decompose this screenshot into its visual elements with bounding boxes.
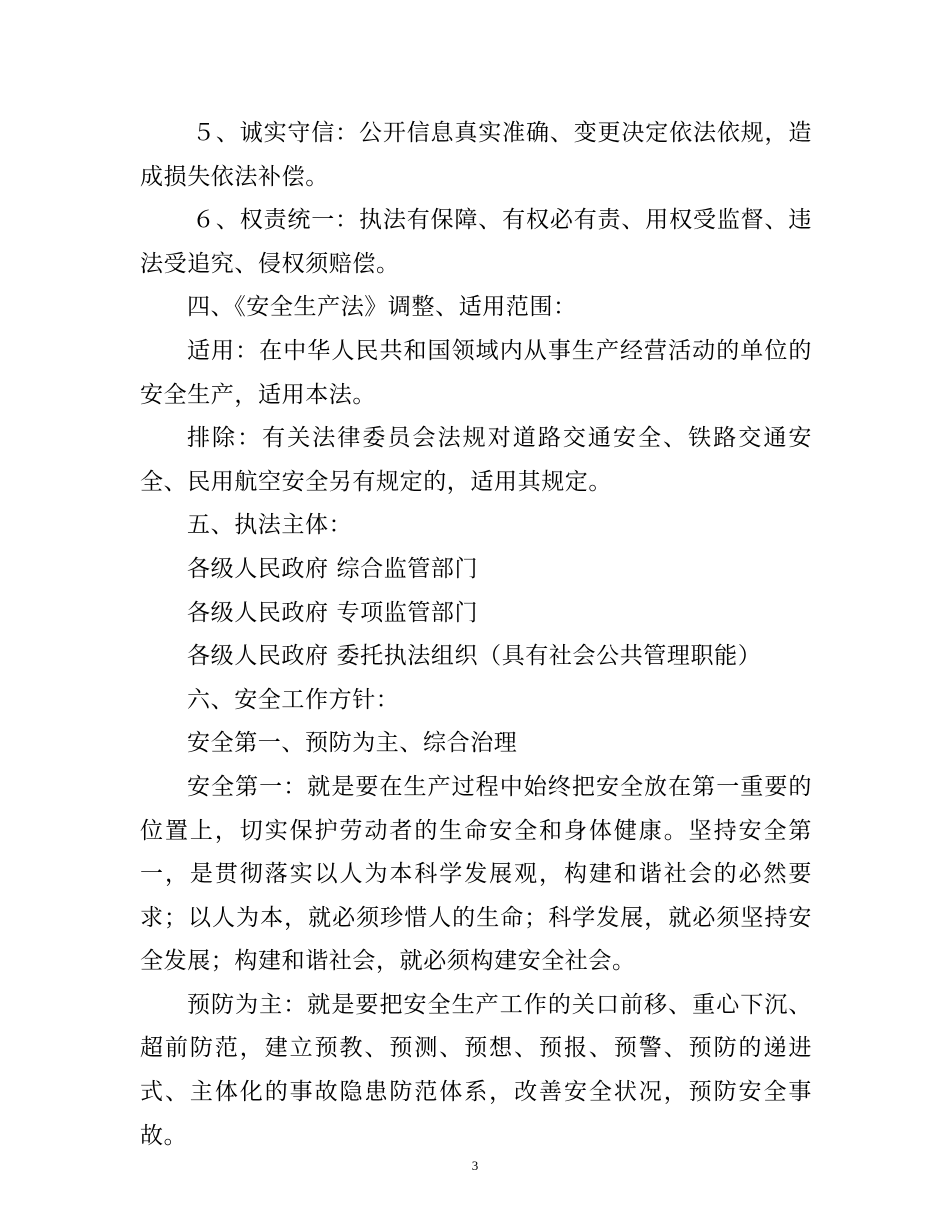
paragraph-honesty: ５、诚实守信：公开信息真实准确、变更决定依法依规，造成损失依法补偿。 [140, 120, 812, 190]
section-heading-scope: 四、《安全生产法》调整、适用范围： [187, 294, 577, 321]
paragraph-policy-summary: 安全第一、预防为主、综合治理 [187, 730, 518, 757]
paragraph-rights-responsibility: ６、权责统一：执法有保障、有权必有责、用权受监督、违法受追究、侵权须赔偿。 [140, 207, 812, 277]
section-heading-policy: 六、安全工作方针： [187, 686, 400, 713]
paragraph-safety-first: 安全第一：就是要在生产过程中始终把安全放在第一重要的位置上，切实保护劳动者的生命安全和身体健康。坚持安全第一，是贯彻落实以人为本科学发展观，构建和谐社会的必然要求；以人为本，就必须珍惜人的生命；科学发展，就必须坚持安全发展；构建和谐社会，就必须构建安全社会。 [140, 773, 812, 975]
paragraph-exclusion: 排除：有关法律委员会法规对道路交通安全、铁路交通安全、民用航空安全另有规定的，适用其规定。 [140, 425, 812, 495]
section-heading-enforcement: 五、执法主体： [187, 512, 353, 539]
paragraph-prevention-first: 预防为主：就是要把安全生产工作的关口前移、重心下沉、超前防范，建立预教、预测、预想、预报、预警、预防的递进式、主体化的事故隐患防范体系，改善安全状况，预防安全事故。 [140, 991, 812, 1149]
list-item-special-supervision: 各级人民政府 专项监管部门 [187, 599, 479, 626]
document-body [140, 112, 812, 1158]
list-item-entrusted-organization: 各级人民政府 委托执法组织（具有社会公共管理职能） [187, 643, 762, 670]
paragraph-applicable: 适用：在中华人民共和国领域内从事生产经营活动的单位的安全生产，适用本法。 [140, 337, 812, 408]
list-item-comprehensive-supervision: 各级人民政府 综合监管部门 [187, 555, 479, 582]
page-number: 3 [471, 1158, 479, 1173]
